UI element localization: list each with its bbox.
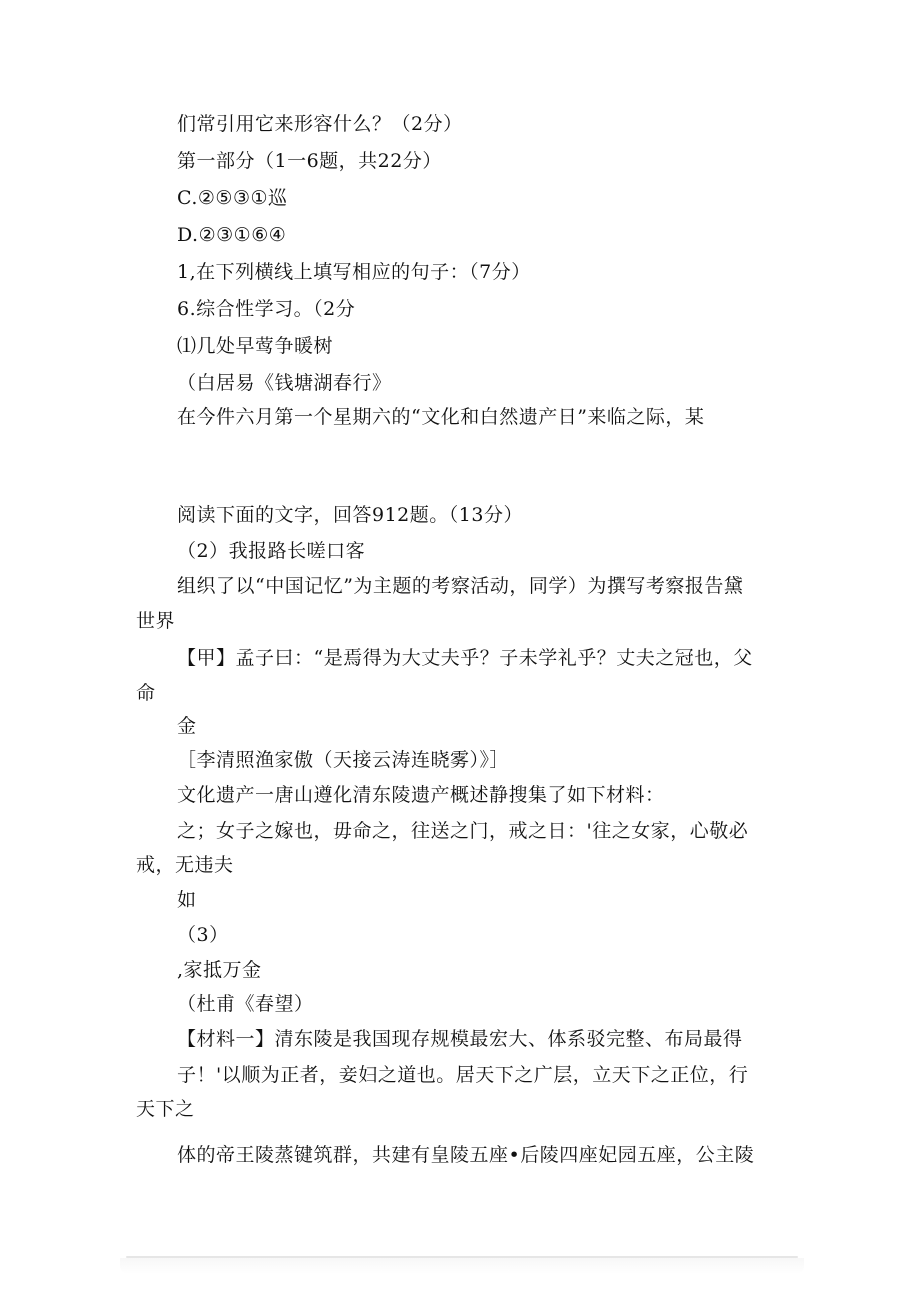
page-bottom-shadow xyxy=(120,1258,804,1274)
text-line: 金 xyxy=(177,715,197,737)
text-line: ,家抵万金 xyxy=(177,959,262,981)
text-line: （杜甫《春望） xyxy=(177,993,314,1015)
text-line: 在今件六月第一个星期六的“文化和白然遗产日”来临之际，某 xyxy=(177,406,705,428)
text-line: 戒，无违夫 xyxy=(136,854,234,876)
text-line: 世界 xyxy=(136,610,176,632)
text-line: ⑴几处早莺争暖树 xyxy=(177,335,334,357)
text-line: 们常引用它来形容什么？（2分） xyxy=(177,113,463,135)
text-line: 体的帝王陵蒸键筑群，共建有皇陵五座•后陵四座妃园五座，公主陵 xyxy=(177,1144,755,1166)
text-line: 阅读下面的文字，回答912题。（13分） xyxy=(177,504,523,526)
text-line: 第一部分（1一6题，共22分） xyxy=(177,150,442,172)
text-line: 命 xyxy=(136,682,156,704)
text-line: 组织了以“中国记忆”为主题的考察活动，同学）为撰写考察报告黛 xyxy=(177,575,744,597)
text-line: （白居易《钱塘湖春行》 xyxy=(177,372,392,394)
text-line: D.②③①⑥④ xyxy=(177,224,287,246)
text-line: （2）我报路长嗟口客 xyxy=(177,540,366,562)
text-line: 【材料一】清东陵是我国现存规模最宏大、体系驳完整、布局最得 xyxy=(177,1028,743,1050)
text-line: 【甲】孟子曰：“是焉得为大丈夫乎？子未学礼乎？丈夫之冠也，父 xyxy=(177,647,753,669)
text-line: 子！'以顺为正者，妾妇之道也。居天下之广层，立天下之正位，行 xyxy=(177,1064,749,1086)
page-bottom-rule xyxy=(126,1256,798,1258)
text-line: （3） xyxy=(177,924,229,946)
text-line: 如 xyxy=(177,889,197,911)
text-line: 6.综合性学习。（2分 xyxy=(177,298,356,320)
text-line: 文化遗产一唐山遵化清东陵遗产概述静搜集了如下材料： xyxy=(177,784,665,806)
text-line: 1,在下列横线上填写相应的句子：（7分） xyxy=(177,261,531,283)
text-line: 之；女子之嫁也，毋命之，往送之门，戒之日：'往之女家，心敬必 xyxy=(177,820,749,842)
text-line: C.②⑤③①巡 xyxy=(177,187,288,209)
text-line: 天下之 xyxy=(136,1098,195,1120)
text-line: ［李清照渔家傲（天接云涛连晓雾）》］ xyxy=(177,749,510,771)
